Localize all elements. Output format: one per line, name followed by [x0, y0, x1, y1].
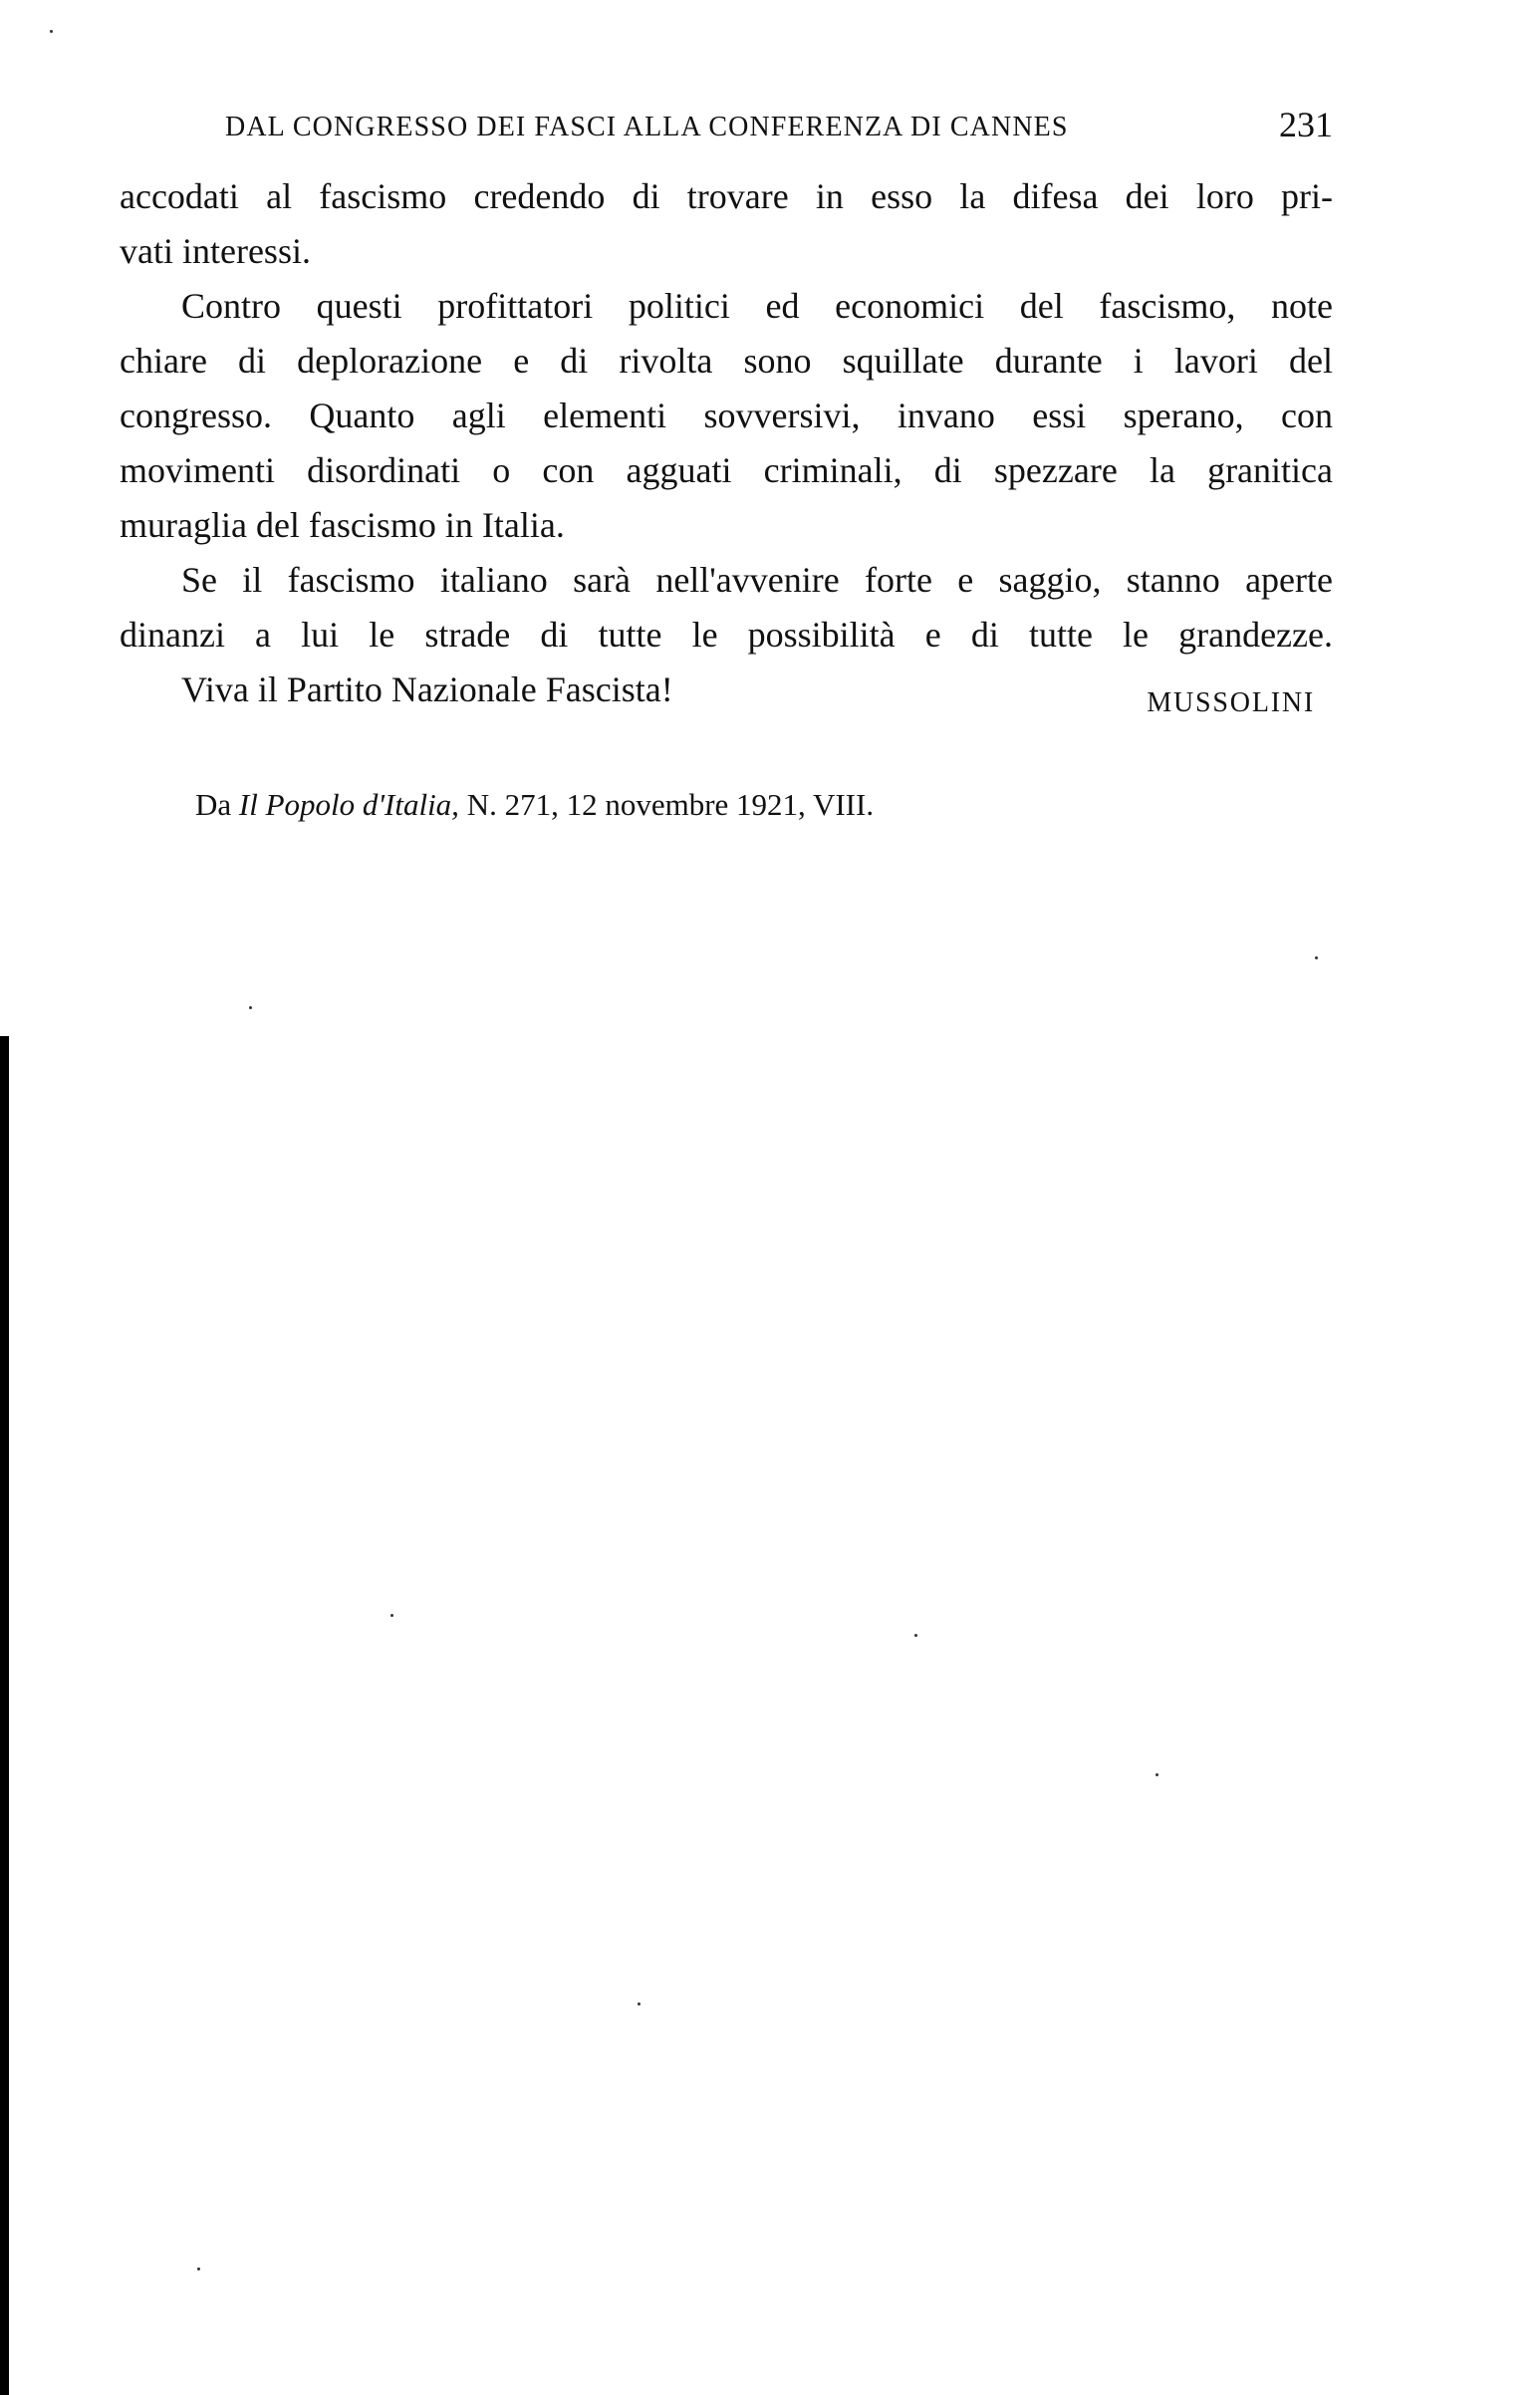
page-number: 231 [1279, 105, 1333, 144]
text-line: Se il fascismo italiano sarà nell'avvenire forte e saggio, stanno aperte [181, 560, 1333, 600]
body-text [120, 169, 1333, 717]
source-prefix: Da [195, 787, 239, 822]
text-line: chiare di deplorazione e di rivolta sono squillate durante i lavori del [120, 341, 1333, 381]
text-line: dinanzi a lui le strade di tutte le possibilità e di tutte le grandezze. [120, 615, 1333, 655]
text-line: congresso. Quanto agli elementi sovversivi, invano essi sperano, con [120, 396, 1333, 435]
running-head [225, 104, 1333, 147]
text-line: accodati al fascismo credendo di trovare in esso la difesa dei loro pri- [120, 176, 1333, 216]
text-line: Viva il Partito Nazionale Fascista! [181, 669, 673, 709]
scan-speck [390, 1614, 393, 1617]
running-title: DAL CONGRESSO DEI FASCI ALLA CONFERENZA DI CANNES [225, 112, 1069, 142]
source-details: N. 271, 12 novembre 1921, VIII. [458, 787, 875, 822]
scan-speck [638, 2002, 641, 2005]
scan-speck [1155, 1773, 1158, 1776]
text-line: Contro questi profittatori politici ed economici del fascismo, note [181, 286, 1333, 326]
scan-speck [249, 1006, 252, 1009]
source-citation [195, 787, 874, 823]
text-line: vati interessi. [120, 231, 311, 271]
source-title: Il Popolo d'Italia, [238, 787, 459, 822]
scan-speck [197, 2267, 200, 2270]
scan-edge-shadow [0, 1036, 9, 2395]
signature: MUSSOLINI [1147, 687, 1315, 718]
text-line: movimenti disordinati o con agguati criminali, di spezzare la granitica [120, 450, 1333, 490]
text-line: muraglia del fascismo in Italia. [120, 505, 565, 545]
scan-speck [50, 30, 53, 33]
scan-speck [1315, 956, 1318, 959]
scan-speck [914, 1634, 917, 1637]
